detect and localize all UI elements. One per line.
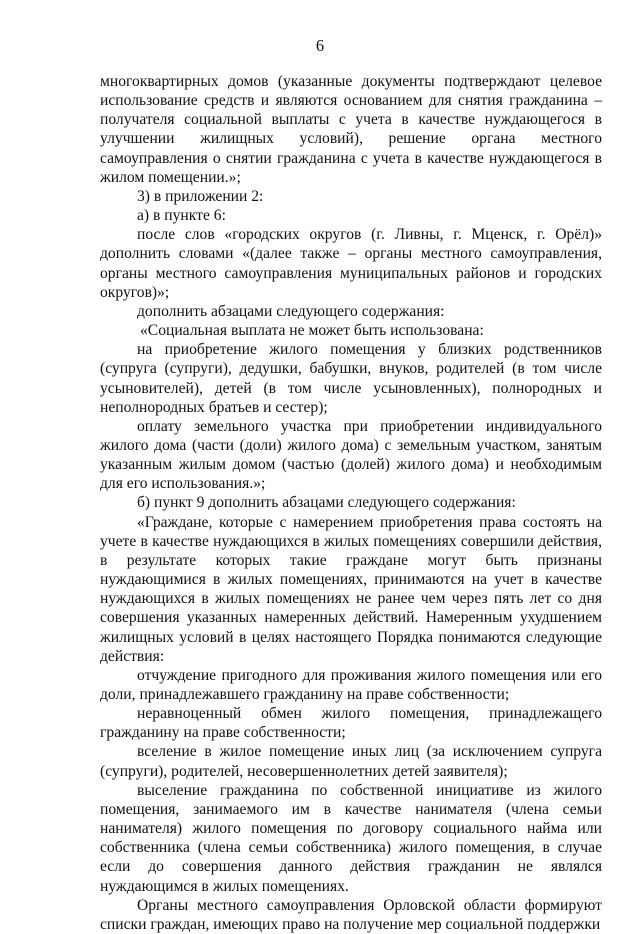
paragraph: неравноценный обмен жилого помещения, принадлежащего гражданину на праве собственности; xyxy=(100,705,602,742)
paragraph: многоквартирных домов (указанные документы подтверждают целевое использование средств и являются основанием для снятия гражданина – получателя социальной выплаты с учета в качестве нуждающегося в улучшении жилищных условий), решение органа местного самоуправления о снятии гражданина с учета в качестве нуждающегося в жилом помещении.»; xyxy=(100,73,602,186)
page-number: 6 xyxy=(315,36,325,55)
paragraph: вселение в жилое помещение иных лиц (за исключением супруга (супруги), родителей, несовершеннолетних детей заявителя); xyxy=(100,743,602,780)
paragraph: оплату земельного участка при приобретении индивидуального жилого дома (части (доли) жилого дома) с земельным участком, занятым указанным жилым домом (частью (долей) жилого дома) и необходимым для его использования.»; xyxy=(100,417,602,493)
paragraph: 3) в приложении 2: xyxy=(137,187,264,205)
paragraph: «Граждане, которые с намерением приобретения права состоять на учете в качестве нуждающихся в жилых помещениях совершили действия, в результате которых такие граждане могут быть признаны нуждающимися в жилых помещениях, принимаются на учет в качестве нуждающихся в жилых помещениях не ранее чем через пять лет со дня совершения указанных намеренных действий. Намеренным ухудшением жилищных условий в целях настоящего Порядка понимаются следующие действия: xyxy=(100,513,602,665)
paragraph: «Социальная выплата не может быть использована: xyxy=(140,322,484,340)
paragraph: б) пункт 9 дополнить абзацами следующего содержания: xyxy=(137,494,516,512)
paragraph: а) в пункте 6: xyxy=(137,207,226,225)
paragraph: выселение гражданина по собственной инициативе из жилого помещения, занимаемого им в качестве нанимателя (члена семьи нанимателя) жилого помещения по договору социального найма или собственника (члена семьи собственника) жилого помещения, в случае если до совершения данного действия гражданин не являлся нуждающимся в жилых помещениях. xyxy=(100,781,602,895)
document-body xyxy=(100,72,602,934)
paragraph: отчуждение пригодного для проживания жилого помещения или его доли, принадлежавшего гражданину на праве собственности; xyxy=(100,666,602,703)
paragraph: после слов «городских округов (г. Ливны, г. Мценск, г. Орёл)» дополнить словами «(далее также – органы местного самоуправления, органы местного самоуправления муниципальных районов и городских округов)»; xyxy=(100,226,602,301)
paragraph: на приобретение жилого помещения у близких родственников (супруга (супруги), дедушки, бабушки, внуков, родителей (в том числе усыновителей), детей (в том числе усыновленных), полнородных и неполнородных братьев и сестер); xyxy=(100,341,602,416)
paragraph: Органы местного самоуправления Орловской области формируют списки граждан, имеющих право на получение мер социальной поддержки xyxy=(100,896,602,933)
paragraph: дополнить абзацами следующего содержания: xyxy=(137,302,445,320)
